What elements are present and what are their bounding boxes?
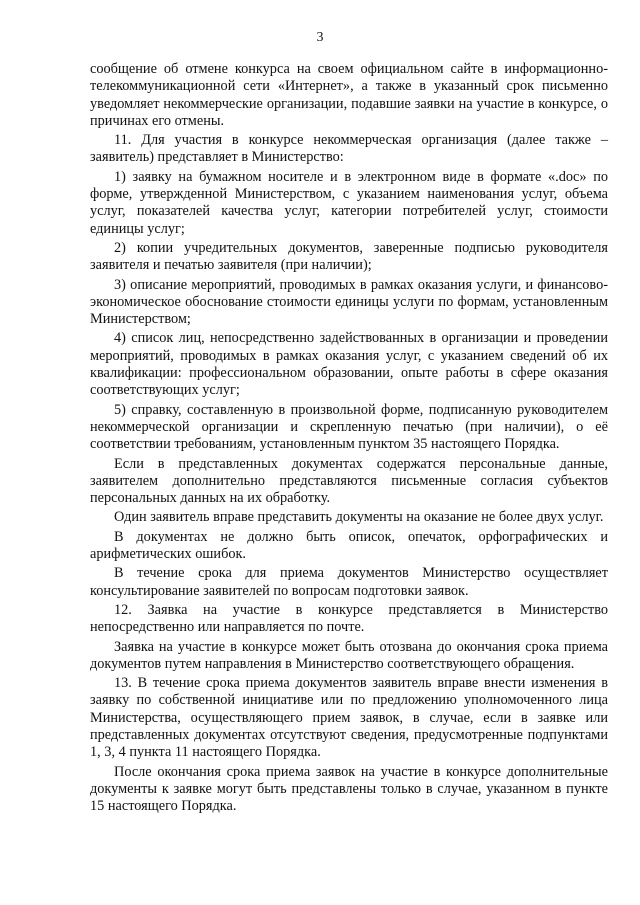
paragraph-personal-data: Если в представленных документах содержатся персональные данные, заявителем дополнительно представляются письменные согласия субъектов персональных данных на их обработку.	[90, 455, 608, 507]
paragraph-no-errors: В документах не должно быть описок, опечаток, орфографических и арифметических ошибок.	[90, 528, 608, 563]
page-number: 3	[316, 30, 324, 45]
paragraph-item-13: 13. В течение срока приема документов заявитель вправе внести изменения в заявку по собственной инициативе или по предложению уполномоченного лица Министерства, осуществляющего прием заявок, в случае, если в заявке или представленных документах отсутствуют сведения, предусмотренные подпунктами 1, 3, 4 пункта 11 настоящего Порядка.	[90, 675, 608, 761]
paragraph-continuation: сообщение об отмене конкурса на своем официальном сайте в информационно-телекоммуникационной сети «Интернет», а также в указанный срок письменно уведомляет некоммерческие организации, подавшие заявки на участие в конкурсе, о причинах его отмены.	[90, 61, 608, 129]
paragraph-subitem-3: 3) описание мероприятий, проводимых в рамках оказания услуги, и финансово-экономическое обоснование стоимости единицы услуги по формам, установленным Министерством;	[90, 276, 608, 328]
paragraph-withdrawal: Заявка на участие в конкурсе может быть отозвана до окончания срока приема документов путем направления в Министерство соответствующего обращения.	[90, 638, 608, 672]
paragraph-item-12: 12. Заявка на участие в конкурсе представляется в Министерство непосредственно или направляется по почте.	[90, 601, 608, 636]
paragraph-subitem-2: 2) копии учредительных документов, заверенные подписью руководителя заявителя и печатью заявителя (при наличии);	[90, 239, 608, 274]
paragraph-item-11: 11. Для участия в конкурсе некоммерческая организация (далее также – заявитель) представляет в Министерство:	[90, 132, 608, 166]
paragraph-subitem-5: 5) справку, составленную в произвольной форме, подписанную руководителем некоммерческой организации и скрепленную печатью (при наличии), о её соответствии требованиям, установленным пунктом 35 настоящего Порядка.	[90, 401, 608, 453]
paragraph-subitem-4: 4) список лиц, непосредственно задействованных в организации и проведении мероприятий, проводимых в рамках оказания услуг, с указанием сведений об их квалификации: профессиональном образовании, опыте работы в сфере оказания соответствующих услуг;	[90, 330, 608, 399]
paragraph-after-deadline: После окончания срока приема заявок на участие в конкурсе дополнительные документы к заявке могут быть представлены только в случае, указанном в пункте 15 настоящего Порядка.	[90, 763, 608, 815]
paragraph-subitem-1: 1) заявку на бумажном носителе и в электронном виде в формате «.doc» по форме, утвержденной Министерством, с указанием наименования услуг, объема услуг, показателей качества услуг, категории потребителей услуг, стоимости единицы услуг;	[90, 168, 608, 237]
paragraph-two-services-limit: Один заявитель вправе представить документы на оказание не более двух услуг.	[114, 509, 604, 526]
document-body	[90, 61, 608, 815]
paragraph-consulting: В течение срока для приема документов Министерство осуществляет консультирование заявителей по вопросам подготовки заявок.	[90, 565, 608, 599]
